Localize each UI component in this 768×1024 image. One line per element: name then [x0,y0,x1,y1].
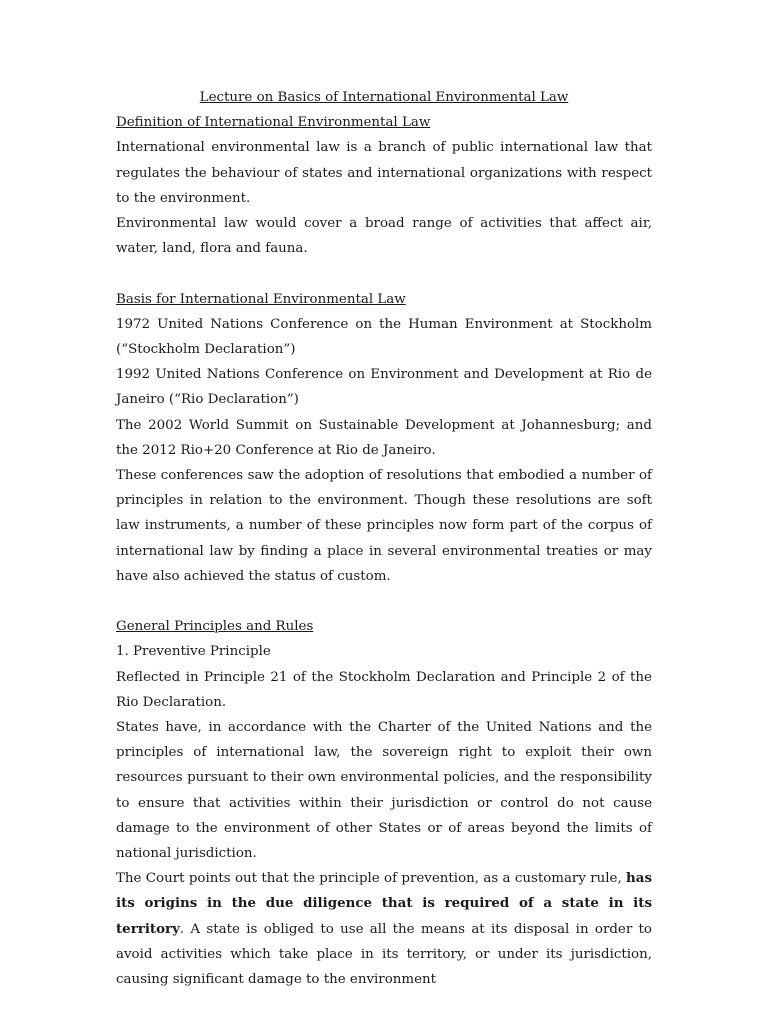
paragraph: States have, in accordance with the Charter of the United Nations and the principles of international law, the sovereign right to exploit their own resources pursuant to their own environmental policies, and the responsibility to ensure that activities within their jurisdiction or control do not cause damage to the environment of other States or of areas beyond the limits of national jurisdiction. [116,720,652,862]
paragraph: International environmental law is a branch of public international law that regulates the behaviour of states and international organizations with respect to the environment. [116,140,652,206]
paragraph-text: . A state is obliged to use all the means at its disposal in order to avoid activities which take place in its territory, or under its jurisdiction, causing significant damage to the environment [116,921,652,988]
section-heading-definition: Definition of International Environmental Law [116,115,431,131]
paragraph: These conferences saw the adoption of resolutions that embodied a number of principles in relation to the environment. Though these resolutions are soft law instruments, a number of these principles now form part of the corpus of international law by finding a place in several environmental treaties or may have also achieved the status of custom. [116,468,652,584]
paragraph: 1972 United Nations Conference on the Human Environment at Stockholm (“Stockholm Declaration”) [116,316,652,358]
paragraph-text: The Court points out that the principle of prevention, as a customary rule, [116,871,627,887]
paragraph: 1992 United Nations Conference on Environment and Development at Rio de Janeiro (“Rio Declaration”) [116,367,652,408]
paragraph: Reflected in Principle 21 of the Stockholm Declaration and Principle 2 of the Rio Declaration. [116,669,652,710]
paragraph: The 2002 World Summit on Sustainable Development at Johannesburg; and the 2012 Rio+20 Conference at Rio de Janeiro. [116,417,652,458]
paragraph: Environmental law would cover a broad range of activities that affect air, water, land, flora and fauna. [116,216,652,257]
document-page [116,85,652,992]
document-title: Lecture on Basics of International Environmental Law [199,90,569,105]
section-heading-basis: Basis for International Environmental Law [116,291,406,307]
paragraph-court-prevention [116,866,652,992]
list-item-preventive-principle: 1. Preventive Principle [116,644,271,660]
blank-line [116,261,652,286]
blank-line [116,589,652,614]
bold-emphasis: has its origins in the due diligence that is required of a state in its territory [116,870,652,937]
section-heading-general-principles: General Principles and Rules [116,619,314,635]
